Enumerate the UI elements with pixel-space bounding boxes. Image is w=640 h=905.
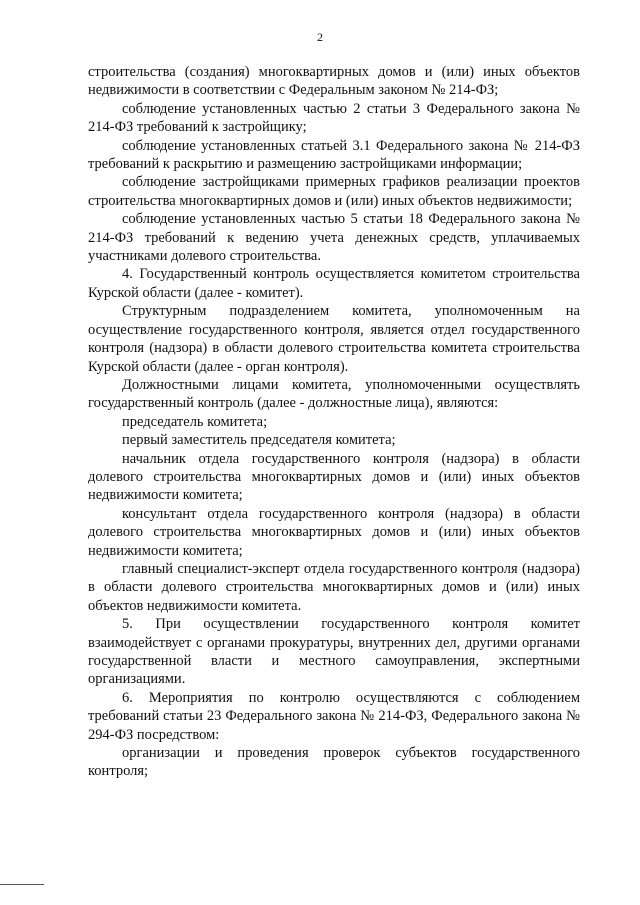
paragraph-section-5: 5. При осуществлении государственного контроля комитет взаимодействует с органами прокуратуры, внутренних дел, другими органами государственной власти и местного самоуправления, экспертными организациями.: [88, 616, 580, 688]
paragraph-item-part5-article18: соблюдение установленных частью 5 статьи 18 Федерального закона № 214-ФЗ требований к ведению учета денежных средств, уплачиваемых участниками долевого строительства.: [88, 211, 580, 265]
paragraph-section-6: 6. Мероприятия по контролю осуществляются с соблюдением требований статьи 23 Федерального закона № 214-ФЗ, Федерального закона № 294-ФЗ посредством:: [88, 689, 580, 743]
paragraph-official-chairman: председатель комитета;: [122, 413, 268, 430]
paragraph-continuation: строительства (создания) многоквартирных домов и (или) иных объектов недвижимости в соответствии с Федеральным законом № 214-ФЗ;: [88, 64, 580, 99]
document-body: [88, 63, 580, 781]
paragraph-official-first-deputy: первый заместитель председателя комитета;: [122, 432, 396, 449]
paragraph-official-consultant: консультант отдела государственного контроля (надзора) в области долевого строительства многоквартирных домов и (или) иных объектов недвижимости комитета;: [88, 505, 580, 559]
paragraph-item-part2-article3: соблюдение установленных частью 2 статьи 3 Федерального закона № 214-ФЗ требований к застройщику;: [88, 100, 580, 136]
paragraph-item-schedules: соблюдение застройщиками примерных графиков реализации проектов строительства многоквартирных домов и (или) иных объектов недвижимости;: [88, 174, 580, 209]
paragraph-officials-intro: Должностными лицами комитета, уполномоченными осуществлять государственный контроль (далее - должностные лица), являются:: [88, 376, 580, 412]
paragraph-structural-unit: Структурным подразделением комитета, уполномоченным на осуществление государственного контроля, является отдел государственного контроля (надзора) в области долевого строительства комитета строительства Курской области (далее - орган контроля).: [88, 303, 580, 375]
paragraph-official-head-of-department: начальник отдела государственного контроля (надзора) в области долевого строительства многоквартирных домов и (или) иных объектов недвижимости комитета;: [88, 450, 580, 504]
footer-rule: [0, 884, 44, 885]
paragraph-official-chief-specialist: главный специалист-эксперт отдела государственного контроля (надзора) в области долевого строительства многоквартирных домов и (или) иных объектов недвижимости комитета.: [88, 560, 580, 614]
paragraph-inspections: организации и проведения проверок субъектов государственного контроля;: [88, 745, 580, 780]
paragraph-item-article3-1: соблюдение установленных статьей 3.1 Федерального закона № 214-ФЗ требований к раскрытию и размещению застройщиками информации;: [88, 137, 580, 173]
page-number: 2: [317, 30, 323, 44]
paragraph-section-4: 4. Государственный контроль осуществляется комитетом строительства Курской области (далее - комитет).: [88, 266, 580, 301]
